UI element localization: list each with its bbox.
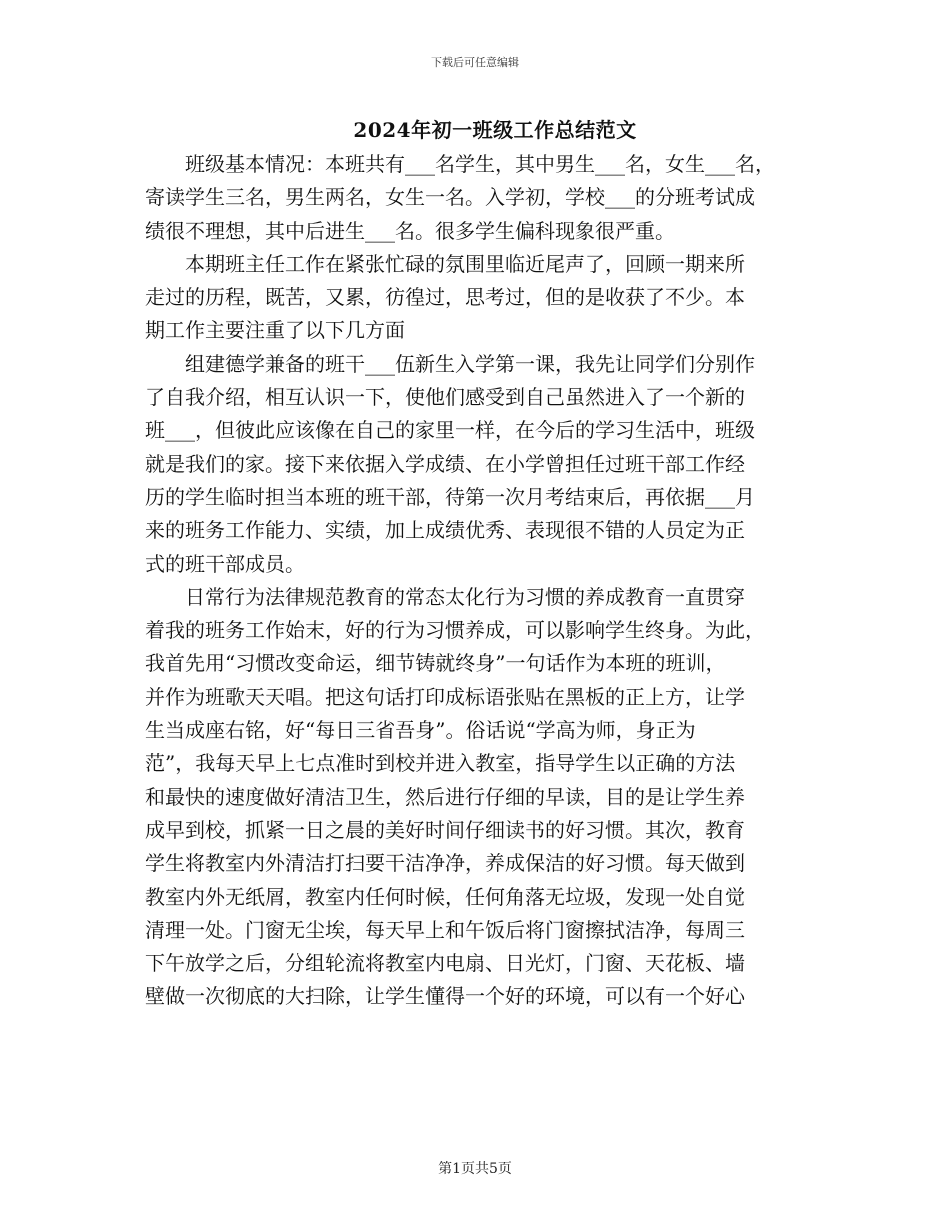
text-line: 历的学生临时担当本班的班干部，待第一次月考结束后，再依据___月 — [145, 484, 755, 509]
text-line: 着我的班务工作始末，好的行为习惯养成，可以影响学生终身。为此， — [145, 618, 765, 643]
text-line: 期工作主要注重了以下几方面 — [145, 318, 405, 343]
header-note: 下载后可任意编辑 — [431, 56, 519, 69]
text-line: 并作为班歌天天唱。把这句话打印成标语张贴在黑板的正上方，让学 — [145, 684, 745, 709]
document-body — [145, 148, 817, 1014]
text-line: 成早到校，抓紧一日之晨的美好时间仔细读书的好习惯。其次，教育 — [145, 817, 745, 842]
paragraph — [145, 148, 817, 248]
text-line: 来的班务工作能力、实绩，加上成绩优秀、表现很不错的人员定为正 — [145, 518, 745, 543]
document-title: 2024年初一班级工作总结范文 — [353, 118, 637, 142]
text-line: 我首先用“习惯改变命运，细节铸就终身”一句话作为本班的班训， — [145, 651, 726, 676]
text-line: 走过的历程，既苦，又累，彷徨过，思考过，但的是收获了不少。本 — [145, 285, 745, 310]
text-line: 和最快的速度做好清洁卫生，然后进行仔细的早读，目的是让学生养 — [145, 784, 745, 809]
text-line: 生当成座右铭，好“每日三省吾身”。俗话说“学高为师，身正为 — [145, 718, 696, 743]
paragraph — [145, 581, 817, 1014]
paragraph — [145, 248, 817, 348]
page-footer: 第1页共5页 — [438, 1161, 512, 1177]
text-line: 组建德学兼备的班干___伍新生入学第一课，我先让同学们分别作 — [185, 351, 755, 376]
text-line: 了自我介绍，相互认识一下，使他们感受到自己虽然进入了一个新的 — [145, 385, 745, 410]
text-line: 就是我们的家。接下来依据入学成绩、在小学曾担任过班干部工作经 — [145, 451, 745, 476]
text-line: 学生将教室内外清洁打扫要干洁净净，养成保洁的好习惯。每天做到 — [145, 851, 745, 876]
text-line: 式的班干部成员。 — [145, 551, 305, 576]
text-line: 绩很不理想，其中后进生___名。很多学生偏科现象很严重。 — [145, 218, 675, 243]
text-line: 日常行为法律规范教育的常态太化行为习惯的养成教育一直贯穿 — [185, 584, 745, 609]
text-line: 下午放学之后，分组轮流将教室内电扇、日光灯，门窗、天花板、墙 — [145, 951, 745, 976]
text-line: 范”，我每天早上七点准时到校并进入教室，指导学生以正确的方法 — [145, 751, 736, 776]
paragraph — [145, 348, 817, 581]
text-line: 教室内外无纸屑，教室内任何时候，任何角落无垃圾，发现一处自觉 — [145, 884, 745, 909]
text-line: 班级基本情况：本班共有___名学生，其中男生___名，女生___名， — [185, 152, 775, 176]
text-line: 壁做一次彻底的大扫除，让学生懂得一个好的环境，可以有一个好心 — [145, 984, 745, 1009]
text-line: 清理一处。门窗无尘埃，每天早上和午饭后将门窗擦拭洁净，每周三 — [145, 917, 745, 942]
text-line: 寄读学生三名，男生两名，女生一名。入学初，学校___的分班考试成 — [145, 185, 755, 210]
text-line: 班___，但彼此应该像在自己的家里一样，在今后的学习生活中，班级 — [145, 418, 755, 443]
text-line: 本期班主任工作在紧张忙碌的氛围里临近尾声了，回顾一期来所 — [185, 251, 745, 276]
